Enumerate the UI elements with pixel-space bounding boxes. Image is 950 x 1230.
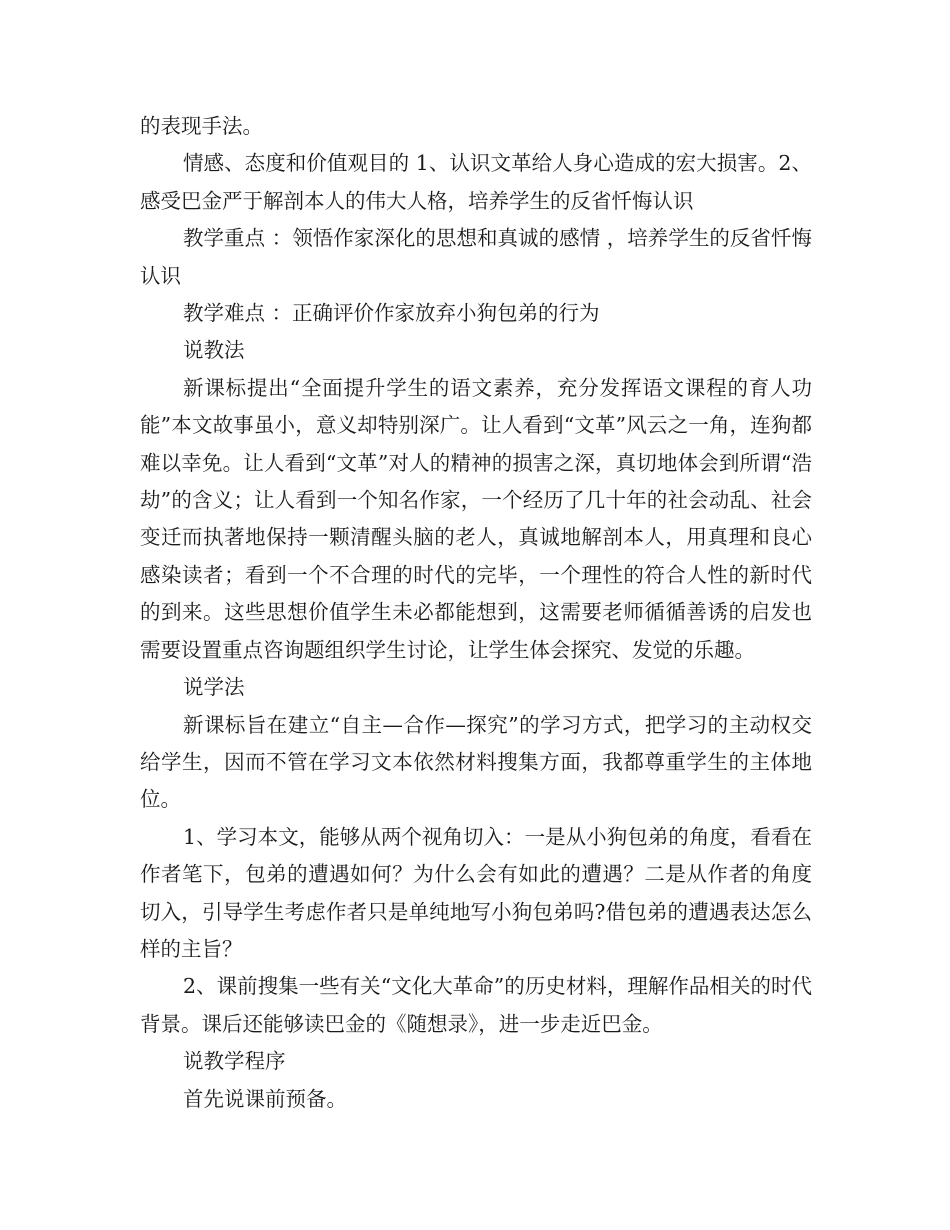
heading-learning-method: 说学法 bbox=[183, 675, 245, 700]
paragraph-preparation: 首先说课前预备。 bbox=[183, 1086, 347, 1111]
paragraph-point-1: 1、学习本文，能够从两个视角切入：一是从小狗包弟的角度，看看在作者笔下，包弟的遭遇如何？为什么会有如此的遭遇？二是从作者的角度切入，引导学生考虑作者只是单纯地写小狗包弟吗?借包弟的遭遇表达怎么样的主旨？ bbox=[140, 824, 812, 961]
paragraph-teaching-difficulty: 教学难点 ：正确评价作家放弃小狗包弟的行为 bbox=[183, 301, 600, 326]
paragraph-point-2: 2、课前搜集一些有关“文化大革命”的历史材料，理解作品相关的时代背景。课后还能够读巴金的《随想录》，进一步走近巴金。 bbox=[140, 974, 812, 1036]
document-body bbox=[140, 108, 812, 1118]
paragraph-continuation: 的表现手法。 bbox=[140, 114, 263, 138]
heading-teaching-procedure: 说教学程序 bbox=[183, 1049, 286, 1074]
paragraph-learning-method: 新课标旨在建立“自主—合作—探究”的学习方式，把学习的主动权交给学生，因而不管在学习文本依然材料搜集方面，我都尊重学生的主体地位。 bbox=[140, 712, 812, 812]
paragraph-emotional-goals: 情感、态度和价值观目的 1、认识文革给人身心造成的宏大损害。2、感受巴金严于解剖本人的伟大人格，培养学生的反省忏悔认识 bbox=[140, 151, 812, 213]
paragraph-teaching-method: 新课标提出“全面提升学生的语文素养，充分发挥语文课程的育人功能”本文故事虽小，意义却特别深广。让人看到“文革”风云之一角，连狗都难以幸免。让人看到“文革”对人的精神的损害之深，真切地体会到所谓“浩劫”的含义；让人看到一个知名作家，一个经历了几十年的社会动乱、社会变迁而执著地保持一颗清醒头脑的老人，真诚地解剖本人，用真理和良心感染读者；看到一个不合理的时代的完毕，一个理性的符合人性的新时代的到来。这些思想价值学生未必都能想到，这需要老师循循善诱的启发也需要设置重点咨询题组织学生讨论，让学生体会探究、发觉的乐趣。 bbox=[140, 375, 812, 662]
heading-teaching-method: 说教法 bbox=[183, 338, 245, 363]
paragraph-teaching-focus: 教学重点 ：领悟作家深化的思想和真诚的感情 ，培养学生的反省忏悔认识 bbox=[140, 226, 812, 288]
